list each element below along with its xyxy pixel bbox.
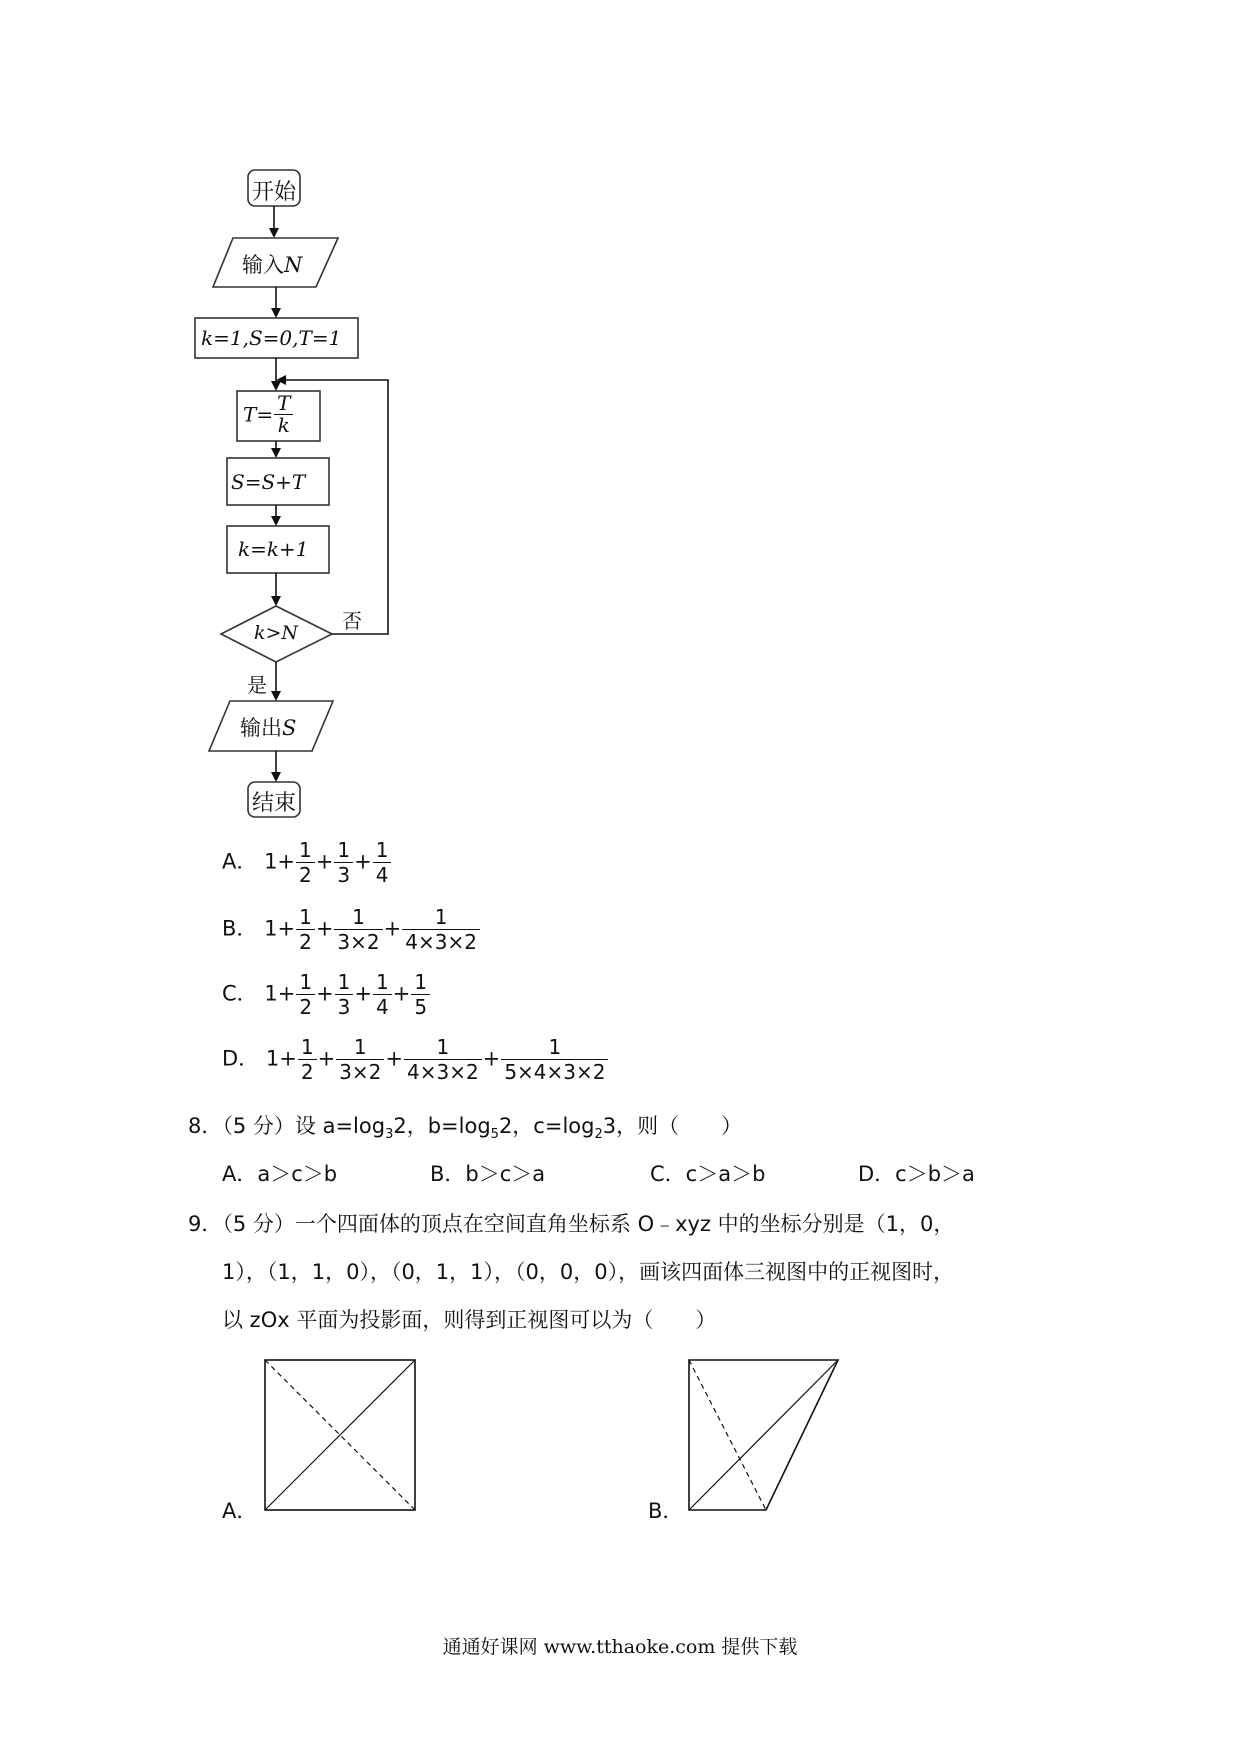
fraction xyxy=(404,1035,482,1084)
numerator: 1 xyxy=(296,970,315,995)
option-d-lead: 1+ xyxy=(265,1046,297,1071)
denominator: 2 xyxy=(299,863,312,887)
option-d-label: D． xyxy=(222,1046,260,1071)
fraction xyxy=(336,1035,384,1084)
fraction xyxy=(411,970,430,1019)
denominator: 3×2 xyxy=(337,930,380,954)
page-footer: 通通好课网 www.tthaoke.com 提供下载 xyxy=(442,1636,798,1658)
input-var: N xyxy=(284,253,303,277)
q8-option-b[interactable]: B．b＞c＞a xyxy=(430,1162,546,1186)
q9-option-a-label[interactable]: A． xyxy=(222,1499,258,1523)
q8-option-d[interactable]: D．c＞b＞a xyxy=(858,1162,975,1186)
numerator: 1 xyxy=(298,1035,317,1060)
fraction xyxy=(334,838,353,887)
no-label: 否 xyxy=(342,609,362,633)
option-b-label: B． xyxy=(222,916,258,941)
q9-figures xyxy=(0,1340,1240,1540)
yes-label: 是 xyxy=(247,673,267,697)
q8-option-c[interactable]: C．c＞a＞b xyxy=(650,1162,766,1186)
option-a-lead: 1+ xyxy=(264,849,296,874)
start-label: 开始 xyxy=(252,180,297,205)
q8-stem-part: 2，b=log xyxy=(393,1114,491,1138)
q9-figure-b[interactable] xyxy=(689,1360,838,1510)
output-var: S xyxy=(282,716,297,740)
option-b-lead: 1+ xyxy=(264,916,296,941)
fraction xyxy=(402,905,480,954)
input-text: 输入 xyxy=(242,253,284,277)
log-base: 2 xyxy=(594,1127,603,1143)
q9-stem-line1: 9．（5 分）一个四面体的顶点在空间直角坐标系 O﹣xyz 中的坐标分别是（1，0， xyxy=(188,1212,955,1236)
condition-label: k>N xyxy=(254,622,299,644)
denominator: 3 xyxy=(337,863,351,887)
plus-sign: + xyxy=(482,1046,501,1071)
fraction xyxy=(296,905,315,954)
q9-stem-line2: 1），（1，1，0），（0，1，1），（0，0，0），画该四面体三视图中的正视图时， xyxy=(222,1260,955,1284)
numerator: 1 xyxy=(402,905,480,930)
t-update-label xyxy=(243,393,294,436)
plus-sign: + xyxy=(354,849,372,874)
denominator: 4×3×2 xyxy=(407,1060,479,1084)
end-label: 结束 xyxy=(252,791,297,816)
q9-stem-line3: 以 zOx 平面为投影面，则得到正视图可以为（ ） xyxy=(222,1308,717,1332)
denominator: 2 xyxy=(299,930,312,954)
numerator: 1 xyxy=(501,1035,608,1060)
q7-option-a[interactable] xyxy=(222,838,392,887)
flowchart-lines xyxy=(0,0,1240,850)
q9-option-b-label[interactable]: B． xyxy=(648,1499,684,1523)
q8-stem-part: 2，c=log xyxy=(498,1114,595,1138)
t-update-fraction xyxy=(274,393,293,436)
q8-stem xyxy=(188,1110,742,1142)
plus-sign: + xyxy=(354,981,373,1006)
numerator: 1 xyxy=(334,905,382,930)
denominator: 3×2 xyxy=(339,1060,382,1084)
denominator: 4 xyxy=(375,863,389,887)
plus-sign: + xyxy=(317,1046,336,1071)
plus-sign: + xyxy=(315,849,334,874)
option-a-label: A． xyxy=(222,849,258,874)
input-label xyxy=(242,249,302,279)
denominator: 4 xyxy=(376,995,389,1019)
plus-sign: + xyxy=(392,981,411,1006)
fraction xyxy=(296,970,315,1019)
plus-sign: + xyxy=(315,916,334,941)
t-update-left: T= xyxy=(243,402,274,427)
fraction xyxy=(373,970,392,1019)
q8-stem-part: 8．（5 分）设 a=log xyxy=(188,1114,386,1138)
fraction xyxy=(373,838,392,887)
option-c-label: C． xyxy=(222,981,258,1006)
numerator: 1 xyxy=(373,970,392,995)
denominator: 4×3×2 xyxy=(405,930,477,954)
denominator: 5×4×3×2 xyxy=(504,1060,606,1084)
output-text: 输出 xyxy=(240,716,282,740)
plus-sign: + xyxy=(316,981,334,1006)
numerator: 1 xyxy=(411,970,430,995)
loop-back-line xyxy=(278,380,388,634)
q9-figure-a[interactable] xyxy=(265,1360,415,1510)
init-label: k=1,S=0,T=1 xyxy=(201,326,342,350)
numerator: 1 xyxy=(335,970,354,995)
denominator: 3 xyxy=(337,995,351,1019)
plus-sign: + xyxy=(383,916,402,941)
denominator: 5 xyxy=(414,995,428,1019)
fraction xyxy=(298,1035,317,1084)
numerator: 1 xyxy=(296,905,315,930)
plus-sign: + xyxy=(385,1046,403,1071)
q7-option-d[interactable] xyxy=(222,1035,609,1084)
fraction xyxy=(335,970,354,1019)
fraction xyxy=(501,1035,608,1084)
numerator: 1 xyxy=(336,1035,384,1060)
t-update-num: T xyxy=(274,393,293,415)
q7-option-b[interactable] xyxy=(222,905,481,954)
k-update-label: k=k+1 xyxy=(238,537,309,561)
numerator: 1 xyxy=(296,838,315,863)
numerator: 1 xyxy=(334,838,353,863)
log-base: 3 xyxy=(385,1127,394,1143)
numerator: 1 xyxy=(404,1035,482,1060)
t-update-den: k xyxy=(277,413,290,437)
output-label xyxy=(240,712,296,742)
option-c-lead: 1+ xyxy=(264,981,296,1006)
q8-stem-part: 3，则（ ） xyxy=(602,1114,743,1138)
denominator: 2 xyxy=(299,995,313,1019)
fraction xyxy=(334,905,382,954)
numerator: 1 xyxy=(373,838,392,863)
denominator: 2 xyxy=(300,1060,314,1084)
s-update-label: S=S+T xyxy=(231,470,306,494)
q8-option-a[interactable]: A．a＞c＞b xyxy=(222,1162,338,1186)
log-base: 5 xyxy=(490,1127,499,1143)
fraction xyxy=(296,838,315,887)
q7-option-c[interactable] xyxy=(222,970,431,1019)
